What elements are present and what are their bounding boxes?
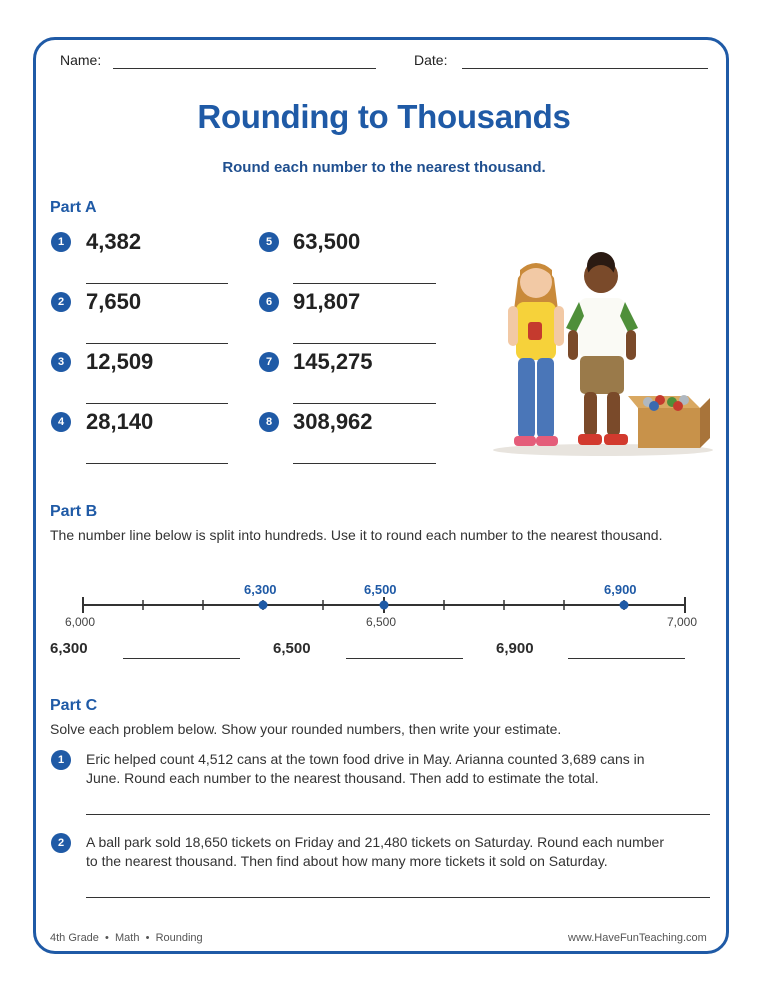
page-subtitle: Round each number to the nearest thousand. [222, 159, 546, 176]
item-badge: 2 [51, 292, 71, 312]
answer-line[interactable] [293, 283, 436, 284]
answer-line[interactable] [86, 283, 228, 284]
nl-end-label: 7,000 [667, 615, 698, 629]
part-b-heading: Part B [50, 503, 98, 520]
answer-line[interactable] [86, 814, 710, 815]
item-badge: 8 [259, 412, 279, 432]
part-b-number: 6,900 [496, 640, 534, 657]
part-b-number: 6,300 [50, 640, 88, 657]
footer-tags [50, 932, 203, 944]
nl-point-label: 6,900 [604, 582, 637, 597]
answer-line[interactable] [123, 658, 240, 659]
part-a-number: 12,509 [86, 349, 154, 374]
answer-line[interactable] [86, 403, 228, 404]
point-6500 [380, 601, 389, 610]
footer-subject: Math [115, 932, 140, 944]
nl-start-label: 6,000 [65, 615, 96, 629]
date-field[interactable] [462, 68, 708, 69]
answer-line[interactable] [293, 463, 436, 464]
part-a-number: 28,140 [86, 409, 154, 434]
kids-illustration [488, 250, 718, 460]
problem-text-line: to the nearest thousand. Then find about how many more tickets it sold on Saturday. [86, 853, 608, 869]
nl-point-label: 6,300 [244, 582, 277, 597]
answer-line[interactable] [86, 463, 228, 464]
problem-text-line: Eric helped count 4,512 cans at the town food drive in May. Arianna counted 3,689 cans in [86, 751, 645, 767]
part-b-number: 6,500 [273, 640, 311, 657]
answer-line[interactable] [293, 403, 436, 404]
problem-text-line: A ball park sold 18,650 tickets on Friday and 21,480 tickets on Saturday. Round each number [86, 834, 664, 850]
answer-line[interactable] [568, 658, 685, 659]
bullet-icon: • [142, 932, 153, 944]
part-a-number: 308,962 [293, 409, 373, 434]
date-label: Date: [414, 52, 448, 68]
problem-text-line: June. Round each number to the nearest thousand. Then add to estimate the total. [86, 770, 599, 786]
part-a-number: 145,275 [293, 349, 373, 374]
item-badge: 5 [259, 232, 279, 252]
nl-mid-label: 6,500 [366, 615, 397, 629]
part-a-number: 91,807 [293, 289, 361, 314]
part-a-number: 4,382 [86, 229, 142, 254]
part-a-number: 7,650 [86, 289, 142, 314]
part-a-number: 63,500 [293, 229, 361, 254]
part-b-instructions: The number line below is split into hundreds. Use it to round each number to the nearest thousand. [50, 527, 663, 543]
footer-topic: Rounding [155, 932, 203, 944]
footer-grade: 4th Grade [50, 932, 99, 944]
answer-line[interactable] [86, 343, 228, 344]
bullet-icon: • [101, 932, 112, 944]
name-label: Name: [60, 52, 102, 68]
problem-badge: 2 [51, 833, 71, 853]
answer-line[interactable] [346, 658, 463, 659]
part-c-instructions: Solve each problem below. Show your rounded numbers, then write your estimate. [50, 721, 562, 737]
part-c-heading: Part C [50, 697, 98, 714]
item-badge: 1 [51, 232, 71, 252]
item-badge: 4 [51, 412, 71, 432]
girl-figure [508, 263, 564, 446]
boy-figure [566, 252, 638, 445]
answer-line[interactable] [293, 343, 436, 344]
box-of-cans [628, 395, 710, 448]
part-a-heading: Part A [50, 199, 97, 216]
item-badge: 3 [51, 352, 71, 372]
footer-site[interactable]: www.HaveFunTeaching.com [568, 932, 707, 944]
point-6900 [620, 601, 629, 610]
page-title: Rounding to Thousands [197, 98, 571, 135]
answer-line[interactable] [86, 897, 710, 898]
item-badge: 7 [259, 352, 279, 372]
point-6300 [259, 601, 268, 610]
problem-badge: 1 [51, 750, 71, 770]
name-field[interactable] [113, 68, 376, 69]
nl-point-label: 6,500 [364, 582, 397, 597]
item-badge: 6 [259, 292, 279, 312]
